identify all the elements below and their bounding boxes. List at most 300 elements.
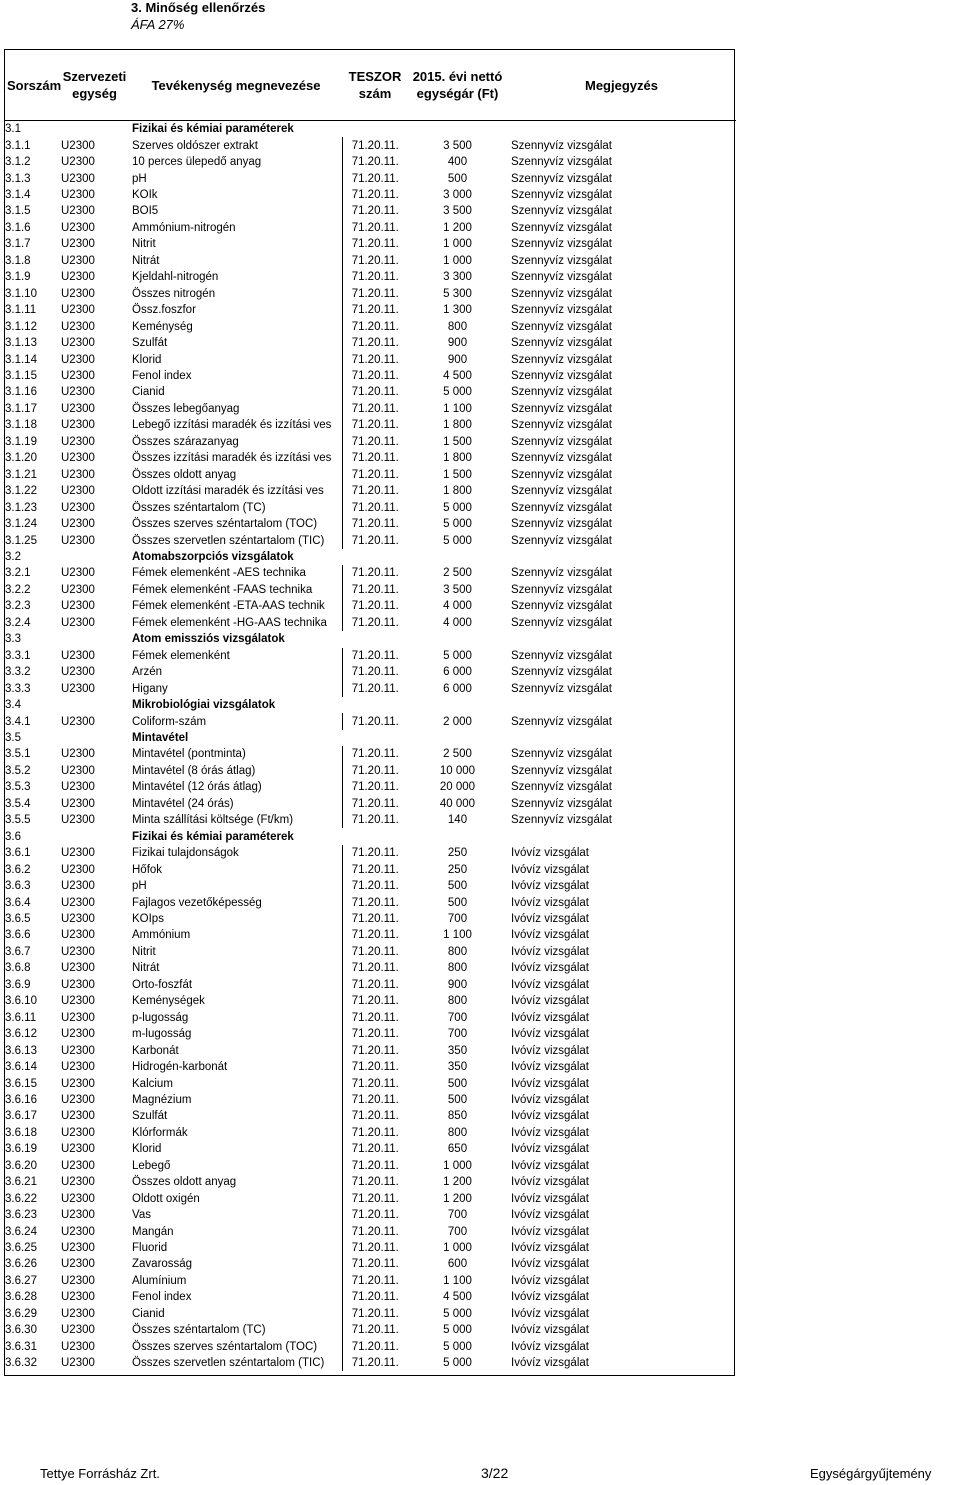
row-teszor: 71.20.11. xyxy=(351,896,399,909)
row-unit: U2300 xyxy=(61,567,95,580)
row-activity: Fémek elemenként -AES technika xyxy=(130,565,342,581)
row-note: Szennyvíz vizsgálat xyxy=(511,781,612,794)
row-note xyxy=(507,730,736,746)
table-row xyxy=(5,1306,736,1322)
table-row xyxy=(5,516,736,532)
row-teszor: 71.20.11. xyxy=(351,534,399,547)
row-id: 3.6.25 xyxy=(5,1242,37,1255)
row-activity: Összes széntartalom (TC) xyxy=(130,499,342,515)
row-teszor: 71.20.11. xyxy=(351,682,399,695)
table-row xyxy=(5,1273,736,1289)
row-price: 3 500 xyxy=(443,139,472,152)
table-row xyxy=(5,927,736,943)
row-price: 2 500 xyxy=(443,748,472,761)
row-id: 3.5 xyxy=(5,731,21,744)
row-unit: U2300 xyxy=(61,370,95,383)
row-note: Ivóvíz vizsgálat xyxy=(511,1159,589,1172)
row-teszor: 71.20.11. xyxy=(351,1274,399,1287)
row-teszor: 71.20.11. xyxy=(351,863,399,876)
row-activity: Kalcium xyxy=(130,1075,342,1091)
row-id: 3.1.5 xyxy=(5,205,31,218)
table-row xyxy=(5,1141,736,1157)
row-teszor xyxy=(342,697,408,713)
price-table xyxy=(4,49,735,1376)
row-teszor: 71.20.11. xyxy=(351,254,399,267)
row-activity: KOIps xyxy=(130,911,342,927)
row-unit: U2300 xyxy=(61,912,95,925)
row-unit: U2300 xyxy=(61,1307,95,1320)
row-note: Szennyvíz vizsgálat xyxy=(511,304,612,317)
row-price: 1 000 xyxy=(443,1159,472,1172)
row-unit: U2300 xyxy=(61,583,95,596)
row-note: Szennyvíz vizsgálat xyxy=(511,254,612,267)
row-note: Ivóvíz vizsgálat xyxy=(511,1126,589,1139)
row-teszor: 71.20.11. xyxy=(351,501,399,514)
table-row xyxy=(5,845,736,861)
row-price: 1 800 xyxy=(443,419,472,432)
row-teszor: 71.20.11. xyxy=(351,912,399,925)
table-row xyxy=(5,861,736,877)
table-row xyxy=(5,1174,736,1190)
table-row xyxy=(5,894,736,910)
row-price: 5 000 xyxy=(443,518,472,531)
row-unit: U2300 xyxy=(61,929,95,942)
row-price: 5 000 xyxy=(443,1324,472,1337)
table-row xyxy=(5,796,736,812)
row-id: 3.1.19 xyxy=(5,435,37,448)
row-unit: U2300 xyxy=(61,1209,95,1222)
table-row xyxy=(5,1125,736,1141)
row-price: 3 500 xyxy=(443,583,472,596)
col-header-unit: Szervezeti egység xyxy=(59,50,130,121)
row-unit: U2300 xyxy=(61,600,95,613)
row-teszor: 71.20.11. xyxy=(351,353,399,366)
row-price: 20 000 xyxy=(439,781,476,794)
section-row xyxy=(5,730,736,746)
row-note: Szennyvíz vizsgálat xyxy=(511,715,612,728)
row-price: 1 800 xyxy=(443,485,472,498)
section-title: Atomabszorpciós vizsgálatok xyxy=(132,551,294,563)
row-id: 3.6.9 xyxy=(5,978,31,991)
row-note xyxy=(507,828,736,844)
row-teszor: 71.20.11. xyxy=(351,238,399,251)
table-row xyxy=(5,1240,736,1256)
row-price: 500 xyxy=(447,880,468,893)
row-activity: Nitrit xyxy=(130,236,342,252)
table-row xyxy=(5,582,736,598)
row-teszor xyxy=(342,828,408,844)
row-unit: U2300 xyxy=(61,748,95,761)
row-teszor: 71.20.11. xyxy=(351,666,399,679)
row-unit: U2300 xyxy=(61,1225,95,1238)
row-note xyxy=(507,549,736,565)
row-teszor: 71.20.11. xyxy=(351,1110,399,1123)
row-activity: Fémek elemenként -FAAS technika xyxy=(130,582,342,598)
row-unit: U2300 xyxy=(61,534,95,547)
row-teszor: 71.20.11. xyxy=(351,221,399,234)
row-id: 3.4.1 xyxy=(5,715,31,728)
row-price: 800 xyxy=(447,1126,468,1139)
table-row xyxy=(5,746,736,762)
row-price: 1 000 xyxy=(443,1242,472,1255)
row-note: Szennyvíz vizsgálat xyxy=(511,238,612,251)
row-note: Ivóvíz vizsgálat xyxy=(511,1324,589,1337)
row-teszor: 71.20.11. xyxy=(351,518,399,531)
row-unit: U2300 xyxy=(61,616,95,629)
row-activity: Fémek elemenként -ETA-AAS technik xyxy=(130,598,342,614)
row-teszor: 71.20.11. xyxy=(351,402,399,415)
row-unit xyxy=(59,730,130,746)
section-title: Mintavétel xyxy=(132,731,189,744)
row-unit: U2300 xyxy=(61,139,95,152)
row-id: 3.1.8 xyxy=(5,254,31,267)
row-note: Ivóvíz vizsgálat xyxy=(511,1028,589,1041)
row-id: 3.6.29 xyxy=(5,1307,37,1320)
row-activity: 10 perces ülepedő anyag xyxy=(130,154,342,170)
row-activity: Fémek elemenként -HG-AAS technika xyxy=(130,615,342,631)
row-unit: U2300 xyxy=(61,1143,95,1156)
row-note: Szennyvíz vizsgálat xyxy=(511,370,612,383)
row-unit: U2300 xyxy=(61,682,95,695)
row-price: 700 xyxy=(447,1028,468,1041)
row-id: 3.6.26 xyxy=(5,1258,37,1271)
row-note: Ivóvíz vizsgálat xyxy=(511,1110,589,1123)
row-note: Ivóvíz vizsgálat xyxy=(511,1340,589,1353)
table-row xyxy=(5,384,736,400)
row-unit: U2300 xyxy=(61,1126,95,1139)
row-id: 3.2 xyxy=(5,551,21,563)
row-price xyxy=(408,631,507,647)
row-price: 1 200 xyxy=(443,1192,472,1205)
row-note: Ivóvíz vizsgálat xyxy=(511,1209,589,1222)
row-activity: m-lugosság xyxy=(130,1026,342,1042)
row-teszor: 71.20.11. xyxy=(351,1357,399,1370)
row-unit: U2300 xyxy=(61,1192,95,1205)
row-activity: Klorid xyxy=(130,351,342,367)
row-activity: Minta szállítási költsége (Ft/km) xyxy=(130,812,342,828)
row-id: 3.6.23 xyxy=(5,1209,37,1222)
row-price xyxy=(408,121,507,138)
row-activity: Fémek elemenként xyxy=(130,648,342,664)
row-id: 3.1.21 xyxy=(5,468,37,481)
row-unit: U2300 xyxy=(61,764,95,777)
table-row xyxy=(5,1322,736,1338)
row-note: Szennyvíz vizsgálat xyxy=(511,518,612,531)
row-unit: U2300 xyxy=(61,402,95,415)
row-note: Ivóvíz vizsgálat xyxy=(511,1291,589,1304)
row-teszor: 71.20.11. xyxy=(351,337,399,350)
row-teszor: 71.20.11. xyxy=(351,205,399,218)
row-id: 3.6.21 xyxy=(5,1176,37,1189)
row-price: 3 300 xyxy=(443,271,472,284)
row-id: 3.6.1 xyxy=(5,847,31,860)
row-note: Ivóvíz vizsgálat xyxy=(511,1077,589,1090)
row-id: 3.5.4 xyxy=(5,797,31,810)
row-activity: Össz.foszfor xyxy=(130,302,342,318)
row-note: Szennyvíz vizsgálat xyxy=(511,189,612,202)
row-note: Ivóvíz vizsgálat xyxy=(511,1093,589,1106)
row-unit: U2300 xyxy=(61,271,95,284)
row-id: 3.2.4 xyxy=(5,616,31,629)
table-row xyxy=(5,203,736,219)
row-activity: Összes szerves széntartalom (TOC) xyxy=(130,1339,342,1355)
row-price: 400 xyxy=(447,156,468,169)
row-unit: U2300 xyxy=(61,1044,95,1057)
row-teszor: 71.20.11. xyxy=(351,452,399,465)
row-note: Szennyvíz vizsgálat xyxy=(511,172,612,185)
row-activity: Mintavétel (8 órás átlag) xyxy=(130,763,342,779)
table-row xyxy=(5,1092,736,1108)
row-teszor: 71.20.11. xyxy=(351,1242,399,1255)
row-note: Ivóvíz vizsgálat xyxy=(511,1225,589,1238)
row-id: 3.5.2 xyxy=(5,764,31,777)
row-id: 3.6.12 xyxy=(5,1028,37,1041)
row-note: Szennyvíz vizsgálat xyxy=(511,287,612,300)
row-id: 3.6.30 xyxy=(5,1324,37,1337)
table-row xyxy=(5,944,736,960)
row-teszor: 71.20.11. xyxy=(351,1077,399,1090)
row-id: 3.1 xyxy=(5,123,21,136)
row-price: 500 xyxy=(447,172,468,185)
row-price xyxy=(408,730,507,746)
row-note: Szennyvíz vizsgálat xyxy=(511,616,612,629)
row-note: Szennyvíz vizsgálat xyxy=(511,386,612,399)
row-unit xyxy=(59,549,130,565)
table-row xyxy=(5,187,736,203)
row-id: 3.5.3 xyxy=(5,781,31,794)
row-activity: Lebegő xyxy=(130,1158,342,1174)
row-id: 3.6.14 xyxy=(5,1061,37,1074)
row-id: 3.6.31 xyxy=(5,1340,37,1353)
footer-page-number: 3/22 xyxy=(481,1465,509,1481)
row-unit: U2300 xyxy=(61,781,95,794)
table-row xyxy=(5,664,736,680)
row-unit: U2300 xyxy=(61,797,95,810)
row-teszor: 71.20.11. xyxy=(351,978,399,991)
row-unit: U2300 xyxy=(61,715,95,728)
row-note: Ivóvíz vizsgálat xyxy=(511,929,589,942)
row-price: 700 xyxy=(447,912,468,925)
row-teszor: 71.20.11. xyxy=(351,156,399,169)
row-unit: U2300 xyxy=(61,485,95,498)
row-id: 3.2.2 xyxy=(5,583,31,596)
row-unit: U2300 xyxy=(61,172,95,185)
row-price: 5 000 xyxy=(443,501,472,514)
row-unit: U2300 xyxy=(61,666,95,679)
row-price: 1 500 xyxy=(443,468,472,481)
row-teszor: 71.20.11. xyxy=(351,189,399,202)
table-row xyxy=(5,417,736,433)
row-unit xyxy=(59,121,130,138)
row-id: 3.1.16 xyxy=(5,386,37,399)
col-header-price: 2015. évi nettó egységár (Ft) xyxy=(408,50,507,121)
row-price: 5 000 xyxy=(443,534,472,547)
row-note: Ivóvíz vizsgálat xyxy=(511,1176,589,1189)
table-row xyxy=(5,1042,736,1058)
row-id: 3.6.7 xyxy=(5,945,31,958)
table-row xyxy=(5,1009,736,1025)
table-row xyxy=(5,532,736,548)
row-unit xyxy=(59,828,130,844)
row-price: 800 xyxy=(447,962,468,975)
row-activity: Összes izzítási maradék és izzítási ves xyxy=(130,450,342,466)
row-note xyxy=(507,631,736,647)
section-title: Atom emissziós vizsgálatok xyxy=(132,633,285,646)
row-price: 5 000 xyxy=(443,1357,472,1370)
row-id: 3.4 xyxy=(5,699,21,712)
row-price: 700 xyxy=(447,1225,468,1238)
row-note: Szennyvíz vizsgálat xyxy=(511,764,612,777)
row-activity: Szulfát xyxy=(130,1108,342,1124)
table-row xyxy=(5,351,736,367)
row-id: 3.5.5 xyxy=(5,814,31,827)
row-note: Ivóvíz vizsgálat xyxy=(511,1307,589,1320)
row-activity: Orto-foszfát xyxy=(130,977,342,993)
row-unit: U2300 xyxy=(61,501,95,514)
table-body xyxy=(5,121,736,1372)
row-unit: U2300 xyxy=(61,896,95,909)
row-price: 4 000 xyxy=(443,600,472,613)
row-unit: U2300 xyxy=(61,814,95,827)
row-id: 3.6.22 xyxy=(5,1192,37,1205)
row-activity: Összes lebegőanyag xyxy=(130,401,342,417)
row-note: Szennyvíz vizsgálat xyxy=(511,320,612,333)
row-unit: U2300 xyxy=(61,156,95,169)
row-unit: U2300 xyxy=(61,1159,95,1172)
row-price: 650 xyxy=(447,1143,468,1156)
row-teszor: 71.20.11. xyxy=(351,962,399,975)
table-row xyxy=(5,1075,736,1091)
row-activity: Higany xyxy=(130,680,342,696)
row-activity: Klorid xyxy=(130,1141,342,1157)
col-header-sorszam: Sorszám xyxy=(5,50,59,121)
row-price: 40 000 xyxy=(439,797,476,810)
row-price: 900 xyxy=(447,978,468,991)
table-row xyxy=(5,565,736,581)
row-id: 3.6.28 xyxy=(5,1291,37,1304)
row-id: 3.6.13 xyxy=(5,1044,37,1057)
row-note: Ivóvíz vizsgálat xyxy=(511,1258,589,1271)
row-teszor: 71.20.11. xyxy=(351,1126,399,1139)
row-unit: U2300 xyxy=(61,1274,95,1287)
row-note: Ivóvíz vizsgálat xyxy=(511,1044,589,1057)
page-title: 3. Minőség ellenőrzés xyxy=(131,0,266,15)
table-row xyxy=(5,236,736,252)
row-activity: Fenol index xyxy=(130,368,342,384)
row-unit: U2300 xyxy=(61,1093,95,1106)
row-price: 900 xyxy=(447,337,468,350)
row-price: 800 xyxy=(447,995,468,1008)
row-unit: U2300 xyxy=(61,1077,95,1090)
row-price: 3 000 xyxy=(443,189,472,202)
row-teszor: 71.20.11. xyxy=(351,320,399,333)
table-row xyxy=(5,483,736,499)
row-activity: Lebegő izzítási maradék és izzítási ves xyxy=(130,417,342,433)
table-row xyxy=(5,615,736,631)
row-activity: Ammónium xyxy=(130,927,342,943)
row-teszor xyxy=(342,549,408,565)
row-teszor: 71.20.11. xyxy=(351,1028,399,1041)
row-activity: Keménységek xyxy=(130,993,342,1009)
row-unit: U2300 xyxy=(61,468,95,481)
row-activity: Hidrogén-karbonát xyxy=(130,1059,342,1075)
row-note: Szennyvíz vizsgálat xyxy=(511,814,612,827)
row-teszor: 71.20.11. xyxy=(351,929,399,942)
row-teszor: 71.20.11. xyxy=(351,1011,399,1024)
row-price: 4 000 xyxy=(443,616,472,629)
row-activity: Fizikai tulajdonságok xyxy=(130,845,342,861)
col-header-note: Megjegyzés xyxy=(507,50,736,121)
table-row xyxy=(5,993,736,1009)
row-price: 500 xyxy=(447,1093,468,1106)
row-teszor: 71.20.11. xyxy=(351,715,399,728)
row-note: Ivóvíz vizsgálat xyxy=(511,995,589,1008)
row-id: 3.1.14 xyxy=(5,353,37,366)
row-id: 3.1.20 xyxy=(5,452,37,465)
row-id: 3.3 xyxy=(5,633,21,646)
row-unit: U2300 xyxy=(61,995,95,1008)
row-unit: U2300 xyxy=(61,863,95,876)
row-teszor: 71.20.11. xyxy=(351,386,399,399)
row-price: 5 000 xyxy=(443,1340,472,1353)
row-price: 1 200 xyxy=(443,221,472,234)
table-row xyxy=(5,960,736,976)
row-price: 250 xyxy=(447,863,468,876)
row-note: Ivóvíz vizsgálat xyxy=(511,1061,589,1074)
row-unit: U2300 xyxy=(61,518,95,531)
row-teszor xyxy=(342,730,408,746)
row-price: 1 800 xyxy=(443,452,472,465)
table-row xyxy=(5,499,736,515)
row-note: Ivóvíz vizsgálat xyxy=(511,863,589,876)
row-note: Szennyvíz vizsgálat xyxy=(511,485,612,498)
row-price: 850 xyxy=(447,1110,468,1123)
row-activity: Fajlagos vezetőképesség xyxy=(130,894,342,910)
row-teszor: 71.20.11. xyxy=(351,847,399,860)
row-price: 1 100 xyxy=(443,1274,472,1287)
row-note: Ivóvíz vizsgálat xyxy=(511,880,589,893)
row-note: Szennyvíz vizsgálat xyxy=(511,583,612,596)
row-unit: U2300 xyxy=(61,254,95,267)
row-activity: Ammónium-nitrogén xyxy=(130,220,342,236)
row-teszor: 71.20.11. xyxy=(351,1061,399,1074)
row-price xyxy=(408,828,507,844)
row-price: 1 200 xyxy=(443,1176,472,1189)
row-note: Szennyvíz vizsgálat xyxy=(511,534,612,547)
row-unit: U2300 xyxy=(61,1258,95,1271)
row-activity: Szerves oldószer extrakt xyxy=(130,137,342,153)
table-row xyxy=(5,763,736,779)
row-id: 3.3.1 xyxy=(5,649,31,662)
row-price: 600 xyxy=(447,1258,468,1271)
row-unit: U2300 xyxy=(61,1291,95,1304)
row-activity: Összes szervetlen széntartalom (TIC) xyxy=(130,532,342,548)
table-row xyxy=(5,1256,736,1272)
row-price: 5 000 xyxy=(443,386,472,399)
table-row xyxy=(5,220,736,236)
table-row xyxy=(5,878,736,894)
row-price xyxy=(408,697,507,713)
row-id: 3.1.17 xyxy=(5,402,37,415)
row-price: 1 000 xyxy=(443,254,472,267)
row-price: 800 xyxy=(447,945,468,958)
row-id: 3.1.13 xyxy=(5,337,37,350)
row-id: 3.1.7 xyxy=(5,238,31,251)
row-activity: p-lugosság xyxy=(130,1009,342,1025)
row-note: Szennyvíz vizsgálat xyxy=(511,600,612,613)
table-header-row xyxy=(5,50,736,121)
row-activity: Nitrát xyxy=(130,960,342,976)
